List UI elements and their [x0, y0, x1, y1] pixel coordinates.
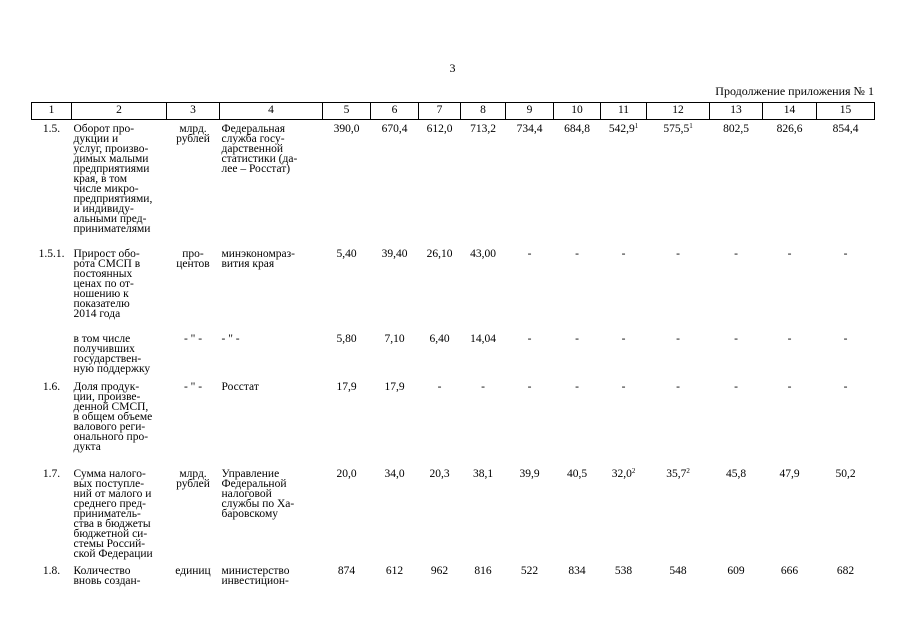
value-cell	[419, 465, 461, 562]
row-number-text: 1.5.	[42, 123, 61, 135]
value-cell	[554, 245, 601, 330]
row-number	[32, 120, 72, 245]
value: 39,9	[519, 467, 540, 480]
value: 390,0	[333, 123, 360, 135]
unit-text: млрд. рублей	[176, 467, 210, 490]
value: 40,5	[566, 467, 588, 480]
header-cell: 1	[32, 103, 72, 120]
value-cell	[506, 378, 554, 465]
value: -	[787, 332, 792, 345]
row-number-text: 1.5.1.	[38, 247, 65, 260]
unit	[167, 465, 220, 562]
value-cell	[461, 245, 506, 330]
indicator-name	[72, 562, 167, 602]
value-cell	[647, 120, 710, 245]
value-cell	[763, 245, 817, 330]
value-cell	[323, 330, 371, 378]
data-source-text: Федеральная служба госу- дарственной статистики (да- лее – Росстат)	[221, 123, 298, 175]
value: -	[787, 247, 792, 260]
header-row	[32, 103, 875, 120]
value: -	[621, 380, 626, 393]
footnote-mark: 1	[689, 122, 693, 130]
footnote-mark: 2	[686, 466, 690, 475]
value-cell	[461, 378, 506, 465]
value: -	[527, 247, 532, 260]
value: 7,10	[384, 332, 405, 345]
value-cell	[601, 330, 647, 378]
header-cell: 10	[554, 103, 601, 120]
indicator-name	[72, 378, 167, 465]
value-cell	[461, 120, 506, 245]
value-cell	[647, 562, 710, 602]
indicator-name-text: Оборот про- дукции и услуг, произво- димых малыми предприятиями края, в том числе микро- предприятиями, и индивиду- альными пред- принимателями	[73, 123, 153, 235]
indicator-name	[72, 465, 167, 562]
value-cell	[371, 562, 419, 602]
value-cell	[461, 330, 506, 378]
value: -	[734, 247, 738, 260]
value: 670,4	[381, 123, 408, 135]
value: 43,00	[470, 247, 496, 260]
value-cell	[817, 120, 875, 245]
value-cell	[710, 562, 763, 602]
value: -	[843, 247, 848, 260]
table-row	[32, 378, 875, 465]
data-source-text: - " -	[221, 332, 240, 345]
header-cell: 12	[647, 103, 710, 120]
unit	[167, 378, 220, 465]
table-row	[32, 120, 875, 245]
indicator-name-text: Прирост обо- рота СМСП в постоянных ценах по от- ношению к показателю 2014 года	[73, 247, 141, 320]
value: 734,4	[516, 123, 543, 135]
value-cell	[710, 245, 763, 330]
value-cell	[506, 562, 554, 602]
value-cell	[817, 562, 875, 602]
value-cell	[461, 562, 506, 602]
value-cell	[601, 465, 647, 562]
value: -	[734, 380, 738, 393]
value: 666	[780, 564, 799, 577]
value-cell	[419, 378, 461, 465]
value-cell	[710, 465, 763, 562]
value: 542,9	[608, 123, 635, 135]
value: 17,9	[336, 380, 357, 393]
header-cell: 8	[461, 103, 506, 120]
value-cell	[710, 330, 763, 378]
appendix-caption: Продолжение приложения № 1	[715, 84, 874, 98]
header-cell: 6	[371, 103, 419, 120]
value-cell	[506, 245, 554, 330]
row-number	[32, 562, 72, 602]
value-cell	[554, 330, 601, 378]
data-source	[220, 378, 323, 465]
value-cell	[763, 562, 817, 602]
footnote-mark: 2	[631, 466, 636, 475]
unit	[167, 562, 220, 602]
value: 38,1	[472, 467, 494, 480]
indicator-name-text: Количество вновь создан-	[73, 564, 141, 587]
indicator-name	[72, 330, 167, 378]
header-cell: 14	[763, 103, 817, 120]
value-cell	[817, 245, 875, 330]
value: 609	[727, 564, 745, 577]
value-cell	[419, 120, 461, 245]
value: -	[787, 380, 792, 393]
value: 47,9	[779, 467, 800, 480]
value: -	[575, 332, 579, 345]
data-source	[220, 120, 323, 245]
value-cell	[371, 465, 419, 562]
value: 50,2	[835, 467, 856, 480]
value: 6,40	[429, 332, 450, 345]
value: 713,2	[470, 123, 496, 135]
value: -	[676, 247, 680, 260]
unit	[167, 330, 220, 378]
header-cell: 9	[506, 103, 554, 120]
value-cell	[647, 245, 710, 330]
value: 32,0	[611, 467, 632, 480]
value-cell	[647, 465, 710, 562]
value-cell	[371, 245, 419, 330]
value-cell	[371, 120, 419, 245]
value-cell	[554, 120, 601, 245]
value-cell	[371, 330, 419, 378]
page-number: 3	[449, 61, 456, 75]
value-cell	[763, 330, 817, 378]
row-number-text: 1.8.	[42, 564, 61, 577]
unit	[167, 120, 220, 245]
value: 874	[337, 564, 356, 577]
indicator-name-text: Доля продук- ции, произве- денной СМСП, в общем объеме валового реги- онального про- дукта	[73, 380, 153, 453]
value-cell	[323, 245, 371, 330]
row-number-text: 1.7.	[42, 467, 61, 480]
value: -	[843, 332, 848, 345]
value-cell	[554, 562, 601, 602]
row-number-text: 1.6.	[42, 380, 61, 393]
data-source	[220, 465, 323, 562]
indicators-table	[31, 102, 875, 602]
value-cell	[710, 378, 763, 465]
value-cell	[601, 378, 647, 465]
value: -	[437, 380, 442, 393]
value: -	[843, 380, 848, 393]
value-cell	[506, 465, 554, 562]
header-cell: 11	[601, 103, 647, 120]
value-cell	[817, 378, 875, 465]
value: 612	[385, 564, 404, 577]
value-cell	[817, 330, 875, 378]
value: 522	[520, 564, 539, 577]
value-cell	[371, 378, 419, 465]
value-cell	[601, 120, 647, 245]
value: 20,3	[429, 467, 450, 480]
unit-text: - " -	[183, 332, 203, 345]
value: -	[527, 332, 532, 345]
data-source	[220, 245, 323, 330]
value: -	[621, 247, 626, 260]
value: -	[734, 332, 738, 345]
header-cell: 13	[710, 103, 763, 120]
data-source-text: минэкономраз- вития края	[221, 247, 295, 270]
value: 802,5	[723, 123, 749, 135]
value-cell	[647, 330, 710, 378]
header-cell: 2	[72, 103, 167, 120]
indicator-name	[72, 245, 167, 330]
header-cell: 15	[817, 103, 875, 120]
data-source	[220, 562, 323, 602]
footnote-mark: 1	[634, 122, 639, 130]
value: 34,0	[384, 467, 405, 480]
value-cell	[710, 120, 763, 245]
value: 35,7	[666, 467, 687, 480]
value: 39,40	[381, 247, 408, 260]
value-cell	[323, 378, 371, 465]
data-source-text: Росстат	[221, 380, 259, 393]
value: 26,10	[426, 247, 453, 260]
row-number	[32, 245, 72, 330]
value: 682	[836, 564, 855, 577]
value: 17,9	[384, 380, 405, 393]
value-cell	[419, 245, 461, 330]
value-cell	[763, 378, 817, 465]
unit-text: млрд. рублей	[176, 123, 210, 145]
value: 612,0	[426, 123, 453, 135]
value-cell	[647, 378, 710, 465]
value: 826,6	[776, 123, 803, 135]
value-cell	[601, 562, 647, 602]
value-cell	[506, 120, 554, 245]
value-cell	[419, 562, 461, 602]
value: -	[676, 380, 680, 393]
value: 575,5	[663, 123, 690, 135]
data-source	[220, 330, 323, 378]
unit-text: - " -	[183, 380, 203, 393]
value: -	[621, 332, 626, 345]
value: 538	[614, 564, 633, 577]
unit	[167, 245, 220, 330]
value-cell	[817, 465, 875, 562]
data-source-text: Управление Федеральной налоговой службы по Ха- баровскому	[221, 467, 295, 520]
value-cell	[323, 562, 371, 602]
value-cell	[554, 465, 601, 562]
value: 5,80	[336, 332, 357, 345]
value-cell	[506, 330, 554, 378]
value-cell	[419, 330, 461, 378]
value: 962	[430, 564, 449, 577]
header-cell: 5	[323, 103, 371, 120]
value-cell	[554, 378, 601, 465]
header-cell: 4	[220, 103, 323, 120]
table-row	[32, 562, 875, 602]
value: 834	[568, 564, 586, 577]
value: 684,8	[564, 123, 590, 135]
value: -	[481, 380, 485, 393]
table-row	[32, 245, 875, 330]
row-number	[32, 330, 72, 378]
value-cell	[323, 120, 371, 245]
value: 45,8	[725, 467, 747, 480]
value: -	[676, 332, 680, 345]
indicator-name	[72, 120, 167, 245]
value: -	[527, 380, 532, 393]
unit-text: про- центов	[176, 247, 210, 270]
value-cell	[763, 120, 817, 245]
data-source-text: министерство инвестицион-	[221, 564, 290, 587]
indicator-name-text: в том числе получивших государствен- ную поддержку	[73, 332, 151, 375]
header-cell: 3	[167, 103, 220, 120]
value: 548	[669, 564, 687, 577]
table-row	[32, 330, 875, 378]
row-number	[32, 465, 72, 562]
value-cell	[601, 245, 647, 330]
value: 816	[474, 564, 492, 577]
value: 14,04	[470, 332, 496, 345]
value: -	[575, 247, 579, 260]
table-row	[32, 465, 875, 562]
value-cell	[763, 465, 817, 562]
indicator-name-text: Сумма налого- вых поступле- ний от малого и среднего пред- приниматель- ства в бюджеты бюджетной си- стемы Россий- ской Федерации	[73, 467, 153, 560]
value: -	[575, 380, 579, 393]
unit-text: единиц	[175, 564, 211, 577]
value: 20,0	[336, 467, 357, 480]
value: 854,4	[832, 123, 859, 135]
value-cell	[323, 465, 371, 562]
header-cell: 7	[419, 103, 461, 120]
value-cell	[461, 465, 506, 562]
row-number	[32, 378, 72, 465]
value: 5,40	[336, 247, 357, 260]
